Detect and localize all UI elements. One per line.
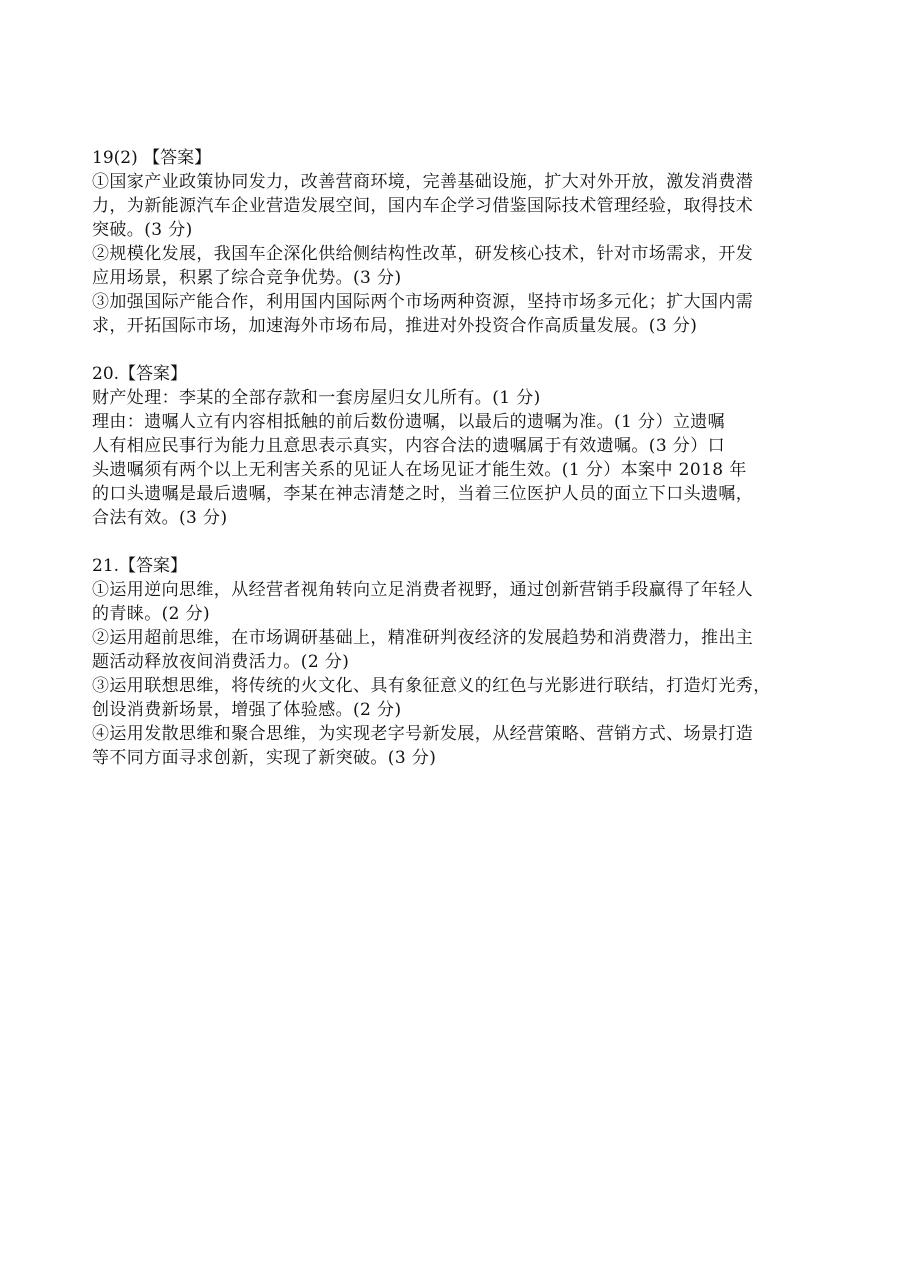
answer-page	[92, 146, 812, 794]
answer-line: 的口头遗嘱是最后遗嘱，李某在神志清楚之时，当着三位医护人员的面立下口头遗嘱，	[92, 484, 754, 504]
answer-line: ③运用联想思维，将传统的火文化、具有象征意义的红色与光影进行联结，打造灯光秀，	[92, 676, 771, 696]
question-20-answer	[92, 362, 812, 530]
question-19-heading: 19(2) 【答案】	[92, 148, 212, 168]
answer-line: ③加强国际产能合作，利用国内国际两个市场两种资源，坚持市场多元化；扩大国内需	[92, 292, 754, 312]
answer-line: 头遗嘱须有两个以上无利害关系的见证人在场见证才能生效。(1 分）本案中 2018 年	[92, 460, 747, 480]
answer-line: 题活动释放夜间消费活力。(2 分)	[92, 652, 350, 672]
question-19-answer	[92, 146, 812, 338]
answer-line: ②运用超前思维，在市场调研基础上，精准研判夜经济的发展趋势和消费潜力，推出主	[92, 628, 754, 648]
answer-line: 合法有效。(3 分)	[92, 508, 228, 528]
answer-line: ①运用逆向思维，从经营者视角转向立足消费者视野，通过创新营销手段赢得了年轻人	[92, 580, 754, 600]
answer-line: ②规模化发展，我国车企深化供给侧结构性改革，研发核心技术，针对市场需求，开发	[92, 244, 754, 264]
answer-line: 等不同方面寻求创新，实现了新突破。(3 分)	[92, 748, 437, 768]
question-20-heading: 20.【答案】	[92, 364, 188, 384]
answer-line: 应用场景，积累了综合竞争优势。(3 分)	[92, 268, 402, 288]
answer-line: 财产处理：李某的全部存款和一套房屋归女儿所有。(1 分)	[92, 388, 541, 408]
answer-line: 突破。(3 分)	[92, 220, 193, 240]
question-21-heading: 21.【答案】	[92, 556, 188, 576]
answer-line: 创设消费新场景，增强了体验感。(2 分)	[92, 700, 402, 720]
answer-line: 求，开拓国际市场，加速海外市场布局，推进对外投资合作高质量发展。(3 分)	[92, 316, 698, 336]
answer-line: 的青睐。(2 分)	[92, 604, 211, 624]
answer-line: 人有相应民事行为能力且意思表示真实，内容合法的遗嘱属于有效遗嘱。(3 分）口	[92, 436, 726, 456]
answer-line: ①国家产业政策协同发力，改善营商环境，完善基础设施，扩大对外开放，激发消费潜	[92, 172, 754, 192]
answer-line: 力，为新能源汽车企业营造发展空间，国内车企学习借鉴国际技术管理经验，取得技术	[92, 196, 754, 216]
answer-line: ④运用发散思维和聚合思维，为实现老字号新发展，从经营策略、营销方式、场景打造	[92, 724, 754, 744]
question-21-answer	[92, 554, 812, 770]
answer-line: 理由：遗嘱人立有内容相抵触的前后数份遗嘱，以最后的遗嘱为准。(1 分）立遗嘱	[92, 412, 726, 432]
